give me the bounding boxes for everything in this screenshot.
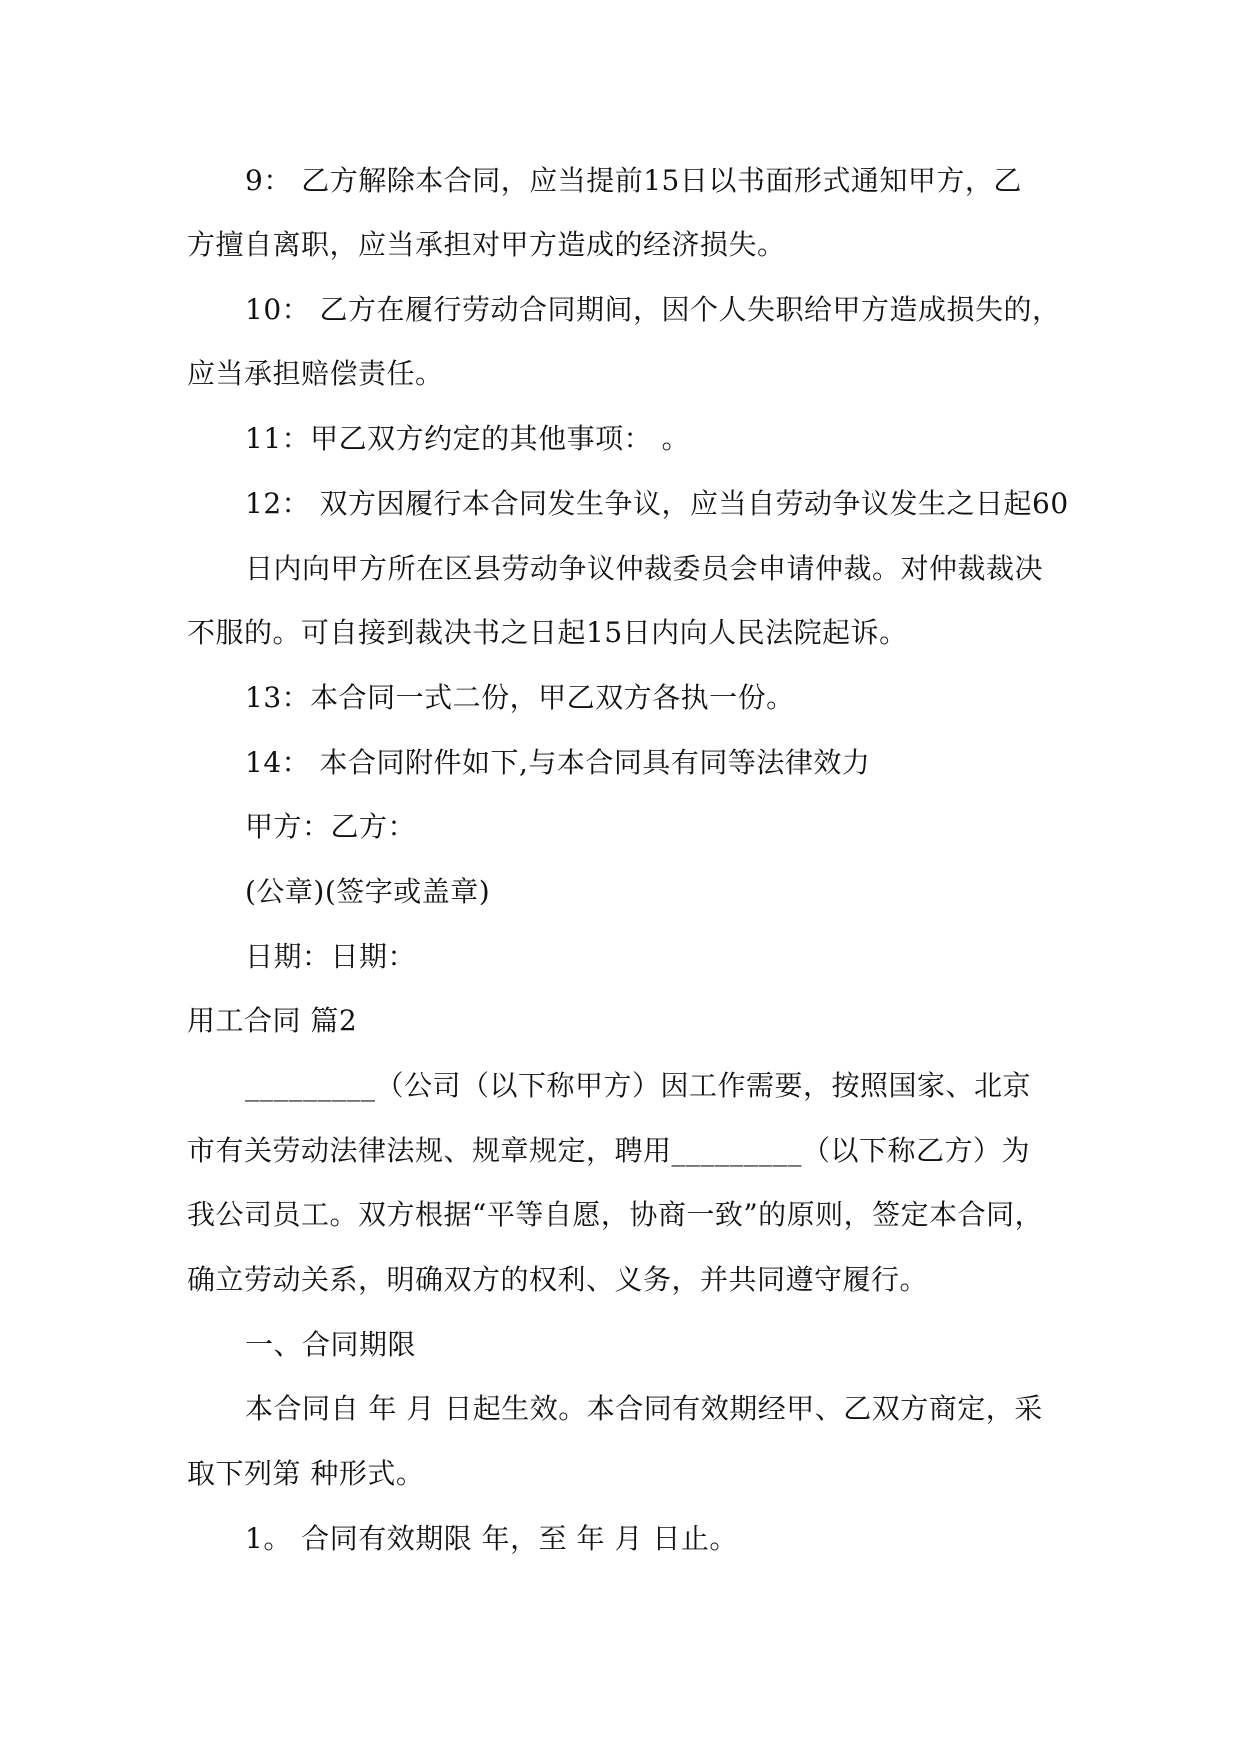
intro-line-1: _________（公司（以下称甲方）因工作需要，按照国家、北京: [245, 1069, 1032, 1102]
section-heading-part-2: 用工合同 篇2: [187, 1004, 358, 1037]
seal-signature-line: (公章)(签字或盖章): [245, 875, 491, 908]
intro-line-3: 我公司员工。双方根据“平等自愿，协商一致”的原则，签定本合同，: [187, 1198, 1044, 1231]
clause-13-line: 13：本合同一式二份，甲乙双方各执一份。: [245, 681, 795, 714]
clause-9-line-1: 9： 乙方解除本合同，应当提前15日以书面形式通知甲方，乙: [245, 164, 1022, 197]
date-line: 日期：日期：: [245, 940, 417, 973]
intro-line-2: 市有关劳动法律法规、规章规定，聘用_________（以下称乙方）为: [187, 1134, 1031, 1167]
contract-term-heading: 一、合同期限: [245, 1328, 417, 1361]
contract-term-line-2: 取下列第 种形式。: [187, 1457, 425, 1490]
clause-12-line-1: 12： 双方因履行本合同发生争议，应当自劳动争议发生之日起60: [245, 487, 1069, 520]
clause-12-line-3: 不服的。可自接到裁决书之日起15日内向人民法院起诉。: [187, 616, 908, 649]
clause-10-line-1: 10： 乙方在履行劳动合同期间，因个人失职给甲方造成损失的，: [245, 293, 1061, 326]
signature-parties-line: 甲方：乙方：: [245, 810, 417, 843]
clause-10-line-2: 应当承担赔偿责任。: [187, 357, 444, 390]
clause-14-line: 14： 本合同附件如下,与本合同具有同等法律效力: [245, 746, 871, 779]
clause-11-line: 11：甲乙双方约定的其他事项： 。: [245, 422, 691, 455]
clause-12-line-2: 日内向甲方所在区县劳动争议仲裁委员会申请仲裁。对仲裁裁决: [245, 552, 1044, 585]
term-option-1-line: 1。 合同有效期限 年，至 年 月 日止。: [245, 1522, 738, 1555]
clause-9-line-2: 方擅自离职，应当承担对甲方造成的经济损失。: [187, 228, 786, 261]
intro-line-4: 确立劳动关系，明确双方的权利、义务，并共同遵守履行。: [187, 1263, 929, 1296]
contract-term-line-1: 本合同自 年 月 日起生效。本合同有效期经甲、乙双方商定，采: [245, 1392, 1043, 1425]
